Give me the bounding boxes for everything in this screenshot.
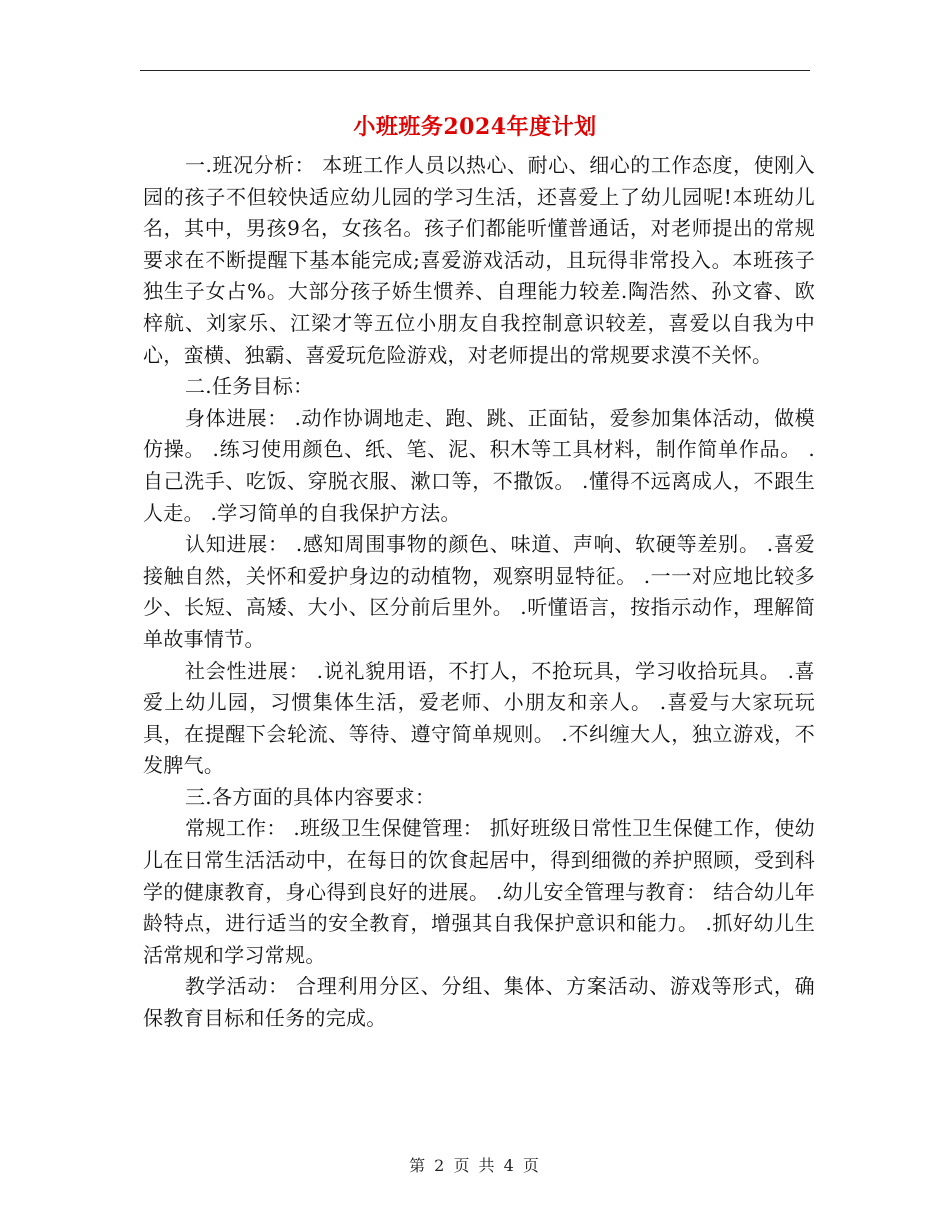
paragraph-physical-development: 身体进展： .动作协调地走、跑、跳、正面钻，爱参加集体活动，做模仿操。 .练习使用颜色、纸、笔、泥、积木等工具材料，制作简单作品。 .自己洗手、吃饭、穿脱衣服、漱口等，不撒饭。 .懂得不远离成人，不跟生人走。 .学习简单的自我保护方法。 xyxy=(143,405,815,525)
paragraph-class-analysis: 一.班况分析： 本班工作人员以热心、耐心、细心的工作态度，使刚入园的孩子不但较快适应幼儿园的学习生活，还喜爱上了幼儿园呢!本班幼儿 名，其中，男孩9名，女孩名。孩子们都能听懂普通话，对老师提出的常规要求在不断提醒下基本能完成;喜爱游戏活动，且玩得非常投入。本班孩子独生子女占%。大部分孩子娇生惯养、自理能力较差.陶浩然、孙文睿、欧梓航、刘家乐、江梁才等五位小朋友自我控制意识较差，喜爱以自我为中心，蛮横、独霸、喜爱玩危险游戏，对老师提出的常规要求漠不关怀。 xyxy=(143,153,815,367)
paragraph-routine-work: 常规工作： .班级卫生保健管理： 抓好班级日常性卫生保健工作，使幼儿在日常生活活动中，在每日的饮食起居中，得到细微的养护照顾，受到科学的健康教育，身心得到良好的进展。 .幼儿安全管理与教育： 结合幼儿年龄特点，进行适当的安全教育，增强其自我保护意识和能力。 .抓好幼儿生活常规和学习常规。 xyxy=(143,816,815,967)
page-footer: 第 2 页 共 4 页 xyxy=(409,1156,541,1175)
document-body xyxy=(143,150,815,1035)
header-rule xyxy=(140,70,810,71)
document-title: 小班班务2024年度计划 xyxy=(353,114,597,140)
heading-content-requirements: 三.各方面的具体内容要求： xyxy=(185,784,436,809)
paragraph-social-development: 社会性进展： .说礼貌用语，不打人，不抢玩具，学习收拾玩具。 .喜爱上幼儿园，习惯集体生活，爱老师、小朋友和亲人。 .喜爱与大家玩玩具，在提醒下会轮流、等待、遵守简单规则。 .不纠缠大人，独立游戏，不发脾气。 xyxy=(143,658,815,778)
paragraph-teaching-activities: 教学活动： 合理利用分区、分组、集体、方案活动、游戏等形式，确保教育目标和任务的完成。 xyxy=(143,974,815,1031)
paragraph-cognitive-development: 认知进展： .感知周围事物的颜色、味道、声响、软硬等差别。 .喜爱接触自然，关怀和爱护身边的动植物，观察明显特征。 .一一对应地比较多少、长短、高矮、大小、区分前后里外。 .听懂语言，按指示动作，理解简单故事情节。 xyxy=(143,532,815,651)
heading-task-goals: 二.任务目标： xyxy=(185,374,314,399)
